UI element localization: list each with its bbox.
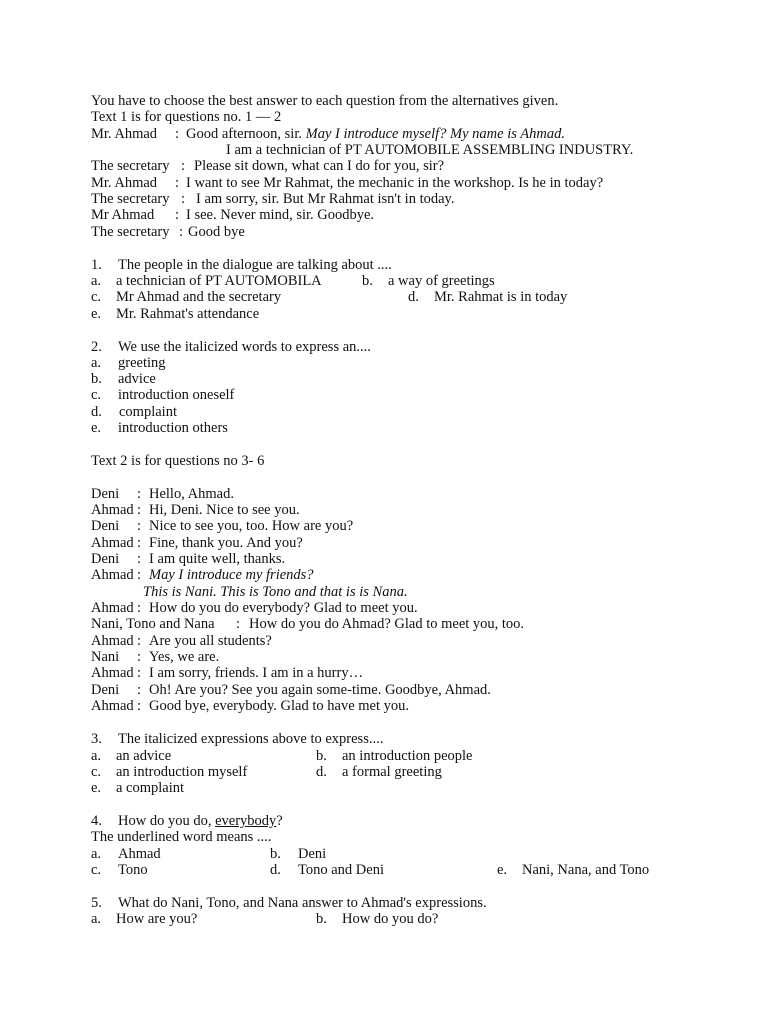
option-text: an introduction people: [342, 748, 473, 764]
speaker: Mr. Ahmad: [91, 126, 158, 142]
option-letter: c.: [91, 387, 102, 403]
option-text: a formal greeting: [342, 764, 442, 780]
separator: :: [137, 535, 142, 551]
option-text: How are you?: [116, 911, 198, 927]
separator: :: [137, 551, 142, 567]
speaker: Ahmad: [91, 698, 134, 714]
separator: :: [137, 665, 142, 681]
separator: :: [236, 616, 241, 632]
option-letter: c.: [91, 764, 102, 780]
line-text: [186, 126, 565, 143]
option-text: a complaint: [116, 780, 185, 796]
option-letter: a.: [91, 846, 102, 862]
question-number: 1.: [91, 257, 102, 273]
separator: :: [137, 698, 142, 714]
line-text: Please sit down, what can I do for you, sir?: [194, 158, 445, 174]
line-text-italic: This is Nani. This is Tono and that is is Nana.: [143, 584, 408, 600]
option-letter: a.: [91, 911, 102, 927]
question-text-after: ?: [276, 813, 283, 829]
separator: :: [175, 175, 180, 191]
speaker: Ahmad: [91, 567, 134, 583]
line-text: Fine, thank you. And you?: [149, 535, 303, 551]
line-text-italic: May I introduce myself? My name is Ahmad.: [305, 126, 565, 142]
option-text: Mr. Rahmat's attendance: [116, 306, 260, 322]
option-text: How do you do?: [342, 911, 439, 927]
line-text: I see. Never mind, sir. Goodbye.: [186, 207, 375, 223]
question-text: The italicized expressions above to express....: [118, 731, 384, 747]
speaker: Ahmad: [91, 502, 134, 518]
option-letter: b.: [316, 748, 327, 764]
separator: :: [137, 486, 142, 502]
question-subtext: The underlined word means ....: [91, 829, 272, 845]
question-text-before: How do you do,: [118, 813, 212, 829]
line-text: I am a technician of PT AUTOMOBILE ASSEMBLING INDUSTRY.: [226, 142, 634, 158]
underlined-word: everybody: [215, 813, 277, 829]
speaker: Ahmad: [91, 665, 134, 681]
option-letter: d.: [270, 862, 281, 878]
line-text: How do you do everybody? Glad to meet you.: [149, 600, 418, 616]
option-text: Mr Ahmad and the secretary: [116, 289, 282, 305]
line-text: Are you all students?: [149, 633, 272, 649]
separator: :: [179, 224, 184, 240]
option-letter: b.: [91, 371, 102, 387]
separator: :: [137, 649, 142, 665]
question-text: The people in the dialogue are talking about ....: [118, 257, 392, 273]
option-text: Nani, Nana, and Tono: [522, 862, 650, 878]
line-text: I want to see Mr Rahmat, the mechanic in the workshop. Is he in today?: [186, 175, 604, 191]
option-text: greeting: [118, 355, 166, 371]
separator: :: [181, 191, 186, 207]
option-text: a way of greetings: [388, 273, 495, 289]
option-text: an advice: [116, 748, 172, 764]
speaker: The secretary: [91, 224, 170, 240]
option-letter: a.: [91, 355, 102, 371]
line-text-italic: May I introduce my friends?: [149, 567, 314, 583]
speaker: The secretary: [91, 191, 170, 207]
line-text: Nice to see you, too. How are you?: [149, 518, 354, 534]
text2-heading-text: Text 2 is for questions no 3- 6: [91, 453, 265, 469]
option-text: an introduction myself: [116, 764, 248, 780]
speaker: Ahmad: [91, 633, 134, 649]
option-letter: d.: [316, 764, 327, 780]
line-text-plain: Good afternoon, sir.: [186, 126, 302, 142]
line-text: Oh! Are you? See you again some-time. Goodbye, Ahmad.: [149, 682, 491, 698]
option-text: complaint: [119, 404, 177, 420]
speaker: Deni: [91, 682, 120, 698]
speaker: The secretary: [91, 158, 170, 174]
option-letter: c.: [91, 862, 102, 878]
option-text: advice: [118, 371, 156, 387]
speaker: Nani, Tono and Nana: [91, 616, 215, 632]
option-text: introduction oneself: [118, 387, 235, 403]
option-text: Ahmad: [118, 846, 161, 862]
line-text: Yes, we are.: [149, 649, 220, 665]
speaker: Deni: [91, 486, 120, 502]
separator: :: [137, 682, 142, 698]
instructions-text: You have to choose the best answer to each question from the alternatives given.: [91, 93, 559, 109]
option-text: Tono and Deni: [298, 862, 384, 878]
separator: :: [175, 126, 180, 142]
line-text: How do you do Ahmad? Glad to meet you, too.: [249, 616, 525, 632]
line-text: Hi, Deni. Nice to see you.: [149, 502, 300, 518]
separator: :: [137, 502, 142, 518]
option-text: Deni: [298, 846, 327, 862]
question-number: 5.: [91, 895, 102, 911]
speaker: Deni: [91, 518, 120, 534]
option-text: Mr. Rahmat is in today: [434, 289, 568, 305]
option-text: Tono: [118, 862, 148, 878]
line-text: Hello, Ahmad.: [149, 486, 234, 502]
speaker: Ahmad: [91, 600, 134, 616]
option-letter: e.: [91, 420, 102, 436]
speaker: Mr. Ahmad: [91, 175, 158, 191]
option-letter: e.: [91, 780, 102, 796]
separator: :: [137, 567, 142, 583]
question-text: [118, 813, 283, 830]
text1-heading-text: Text 1 is for questions no. 1 — 2: [91, 109, 282, 125]
separator: :: [137, 518, 142, 534]
option-letter: a.: [91, 273, 102, 289]
question-text: What do Nani, Tono, and Nana answer to Ahmad's expressions.: [118, 895, 487, 911]
speaker: Ahmad: [91, 535, 134, 551]
option-letter: c.: [91, 289, 102, 305]
option-text: a technician of PT AUTOMOBILA: [116, 273, 322, 289]
line-text: Good bye: [188, 224, 245, 240]
question-number: 3.: [91, 731, 102, 747]
option-letter: b.: [316, 911, 327, 927]
separator: :: [137, 633, 142, 649]
option-letter: d.: [91, 404, 102, 420]
question-number: 4.: [91, 813, 102, 829]
option-letter: e.: [91, 306, 102, 322]
line-text: Good bye, everybody. Glad to have met you.: [149, 698, 409, 714]
speaker: Nani: [91, 649, 120, 665]
speaker: Deni: [91, 551, 120, 567]
option-text: introduction others: [118, 420, 228, 436]
option-letter: b.: [270, 846, 281, 862]
line-text: I am quite well, thanks.: [149, 551, 286, 567]
option-letter: b.: [362, 273, 373, 289]
line-text: I am sorry, sir. But Mr Rahmat isn't in today.: [196, 191, 455, 207]
speaker: Mr Ahmad: [91, 207, 155, 223]
option-letter: d.: [408, 289, 419, 305]
question-text: We use the italicized words to express an....: [118, 339, 371, 355]
separator: :: [181, 158, 186, 174]
separator: :: [137, 600, 142, 616]
option-letter: a.: [91, 748, 102, 764]
line-text: I am sorry, friends. I am in a hurry…: [149, 665, 364, 681]
separator: :: [175, 207, 180, 223]
option-letter: e.: [497, 862, 508, 878]
question-number: 2.: [91, 339, 102, 355]
